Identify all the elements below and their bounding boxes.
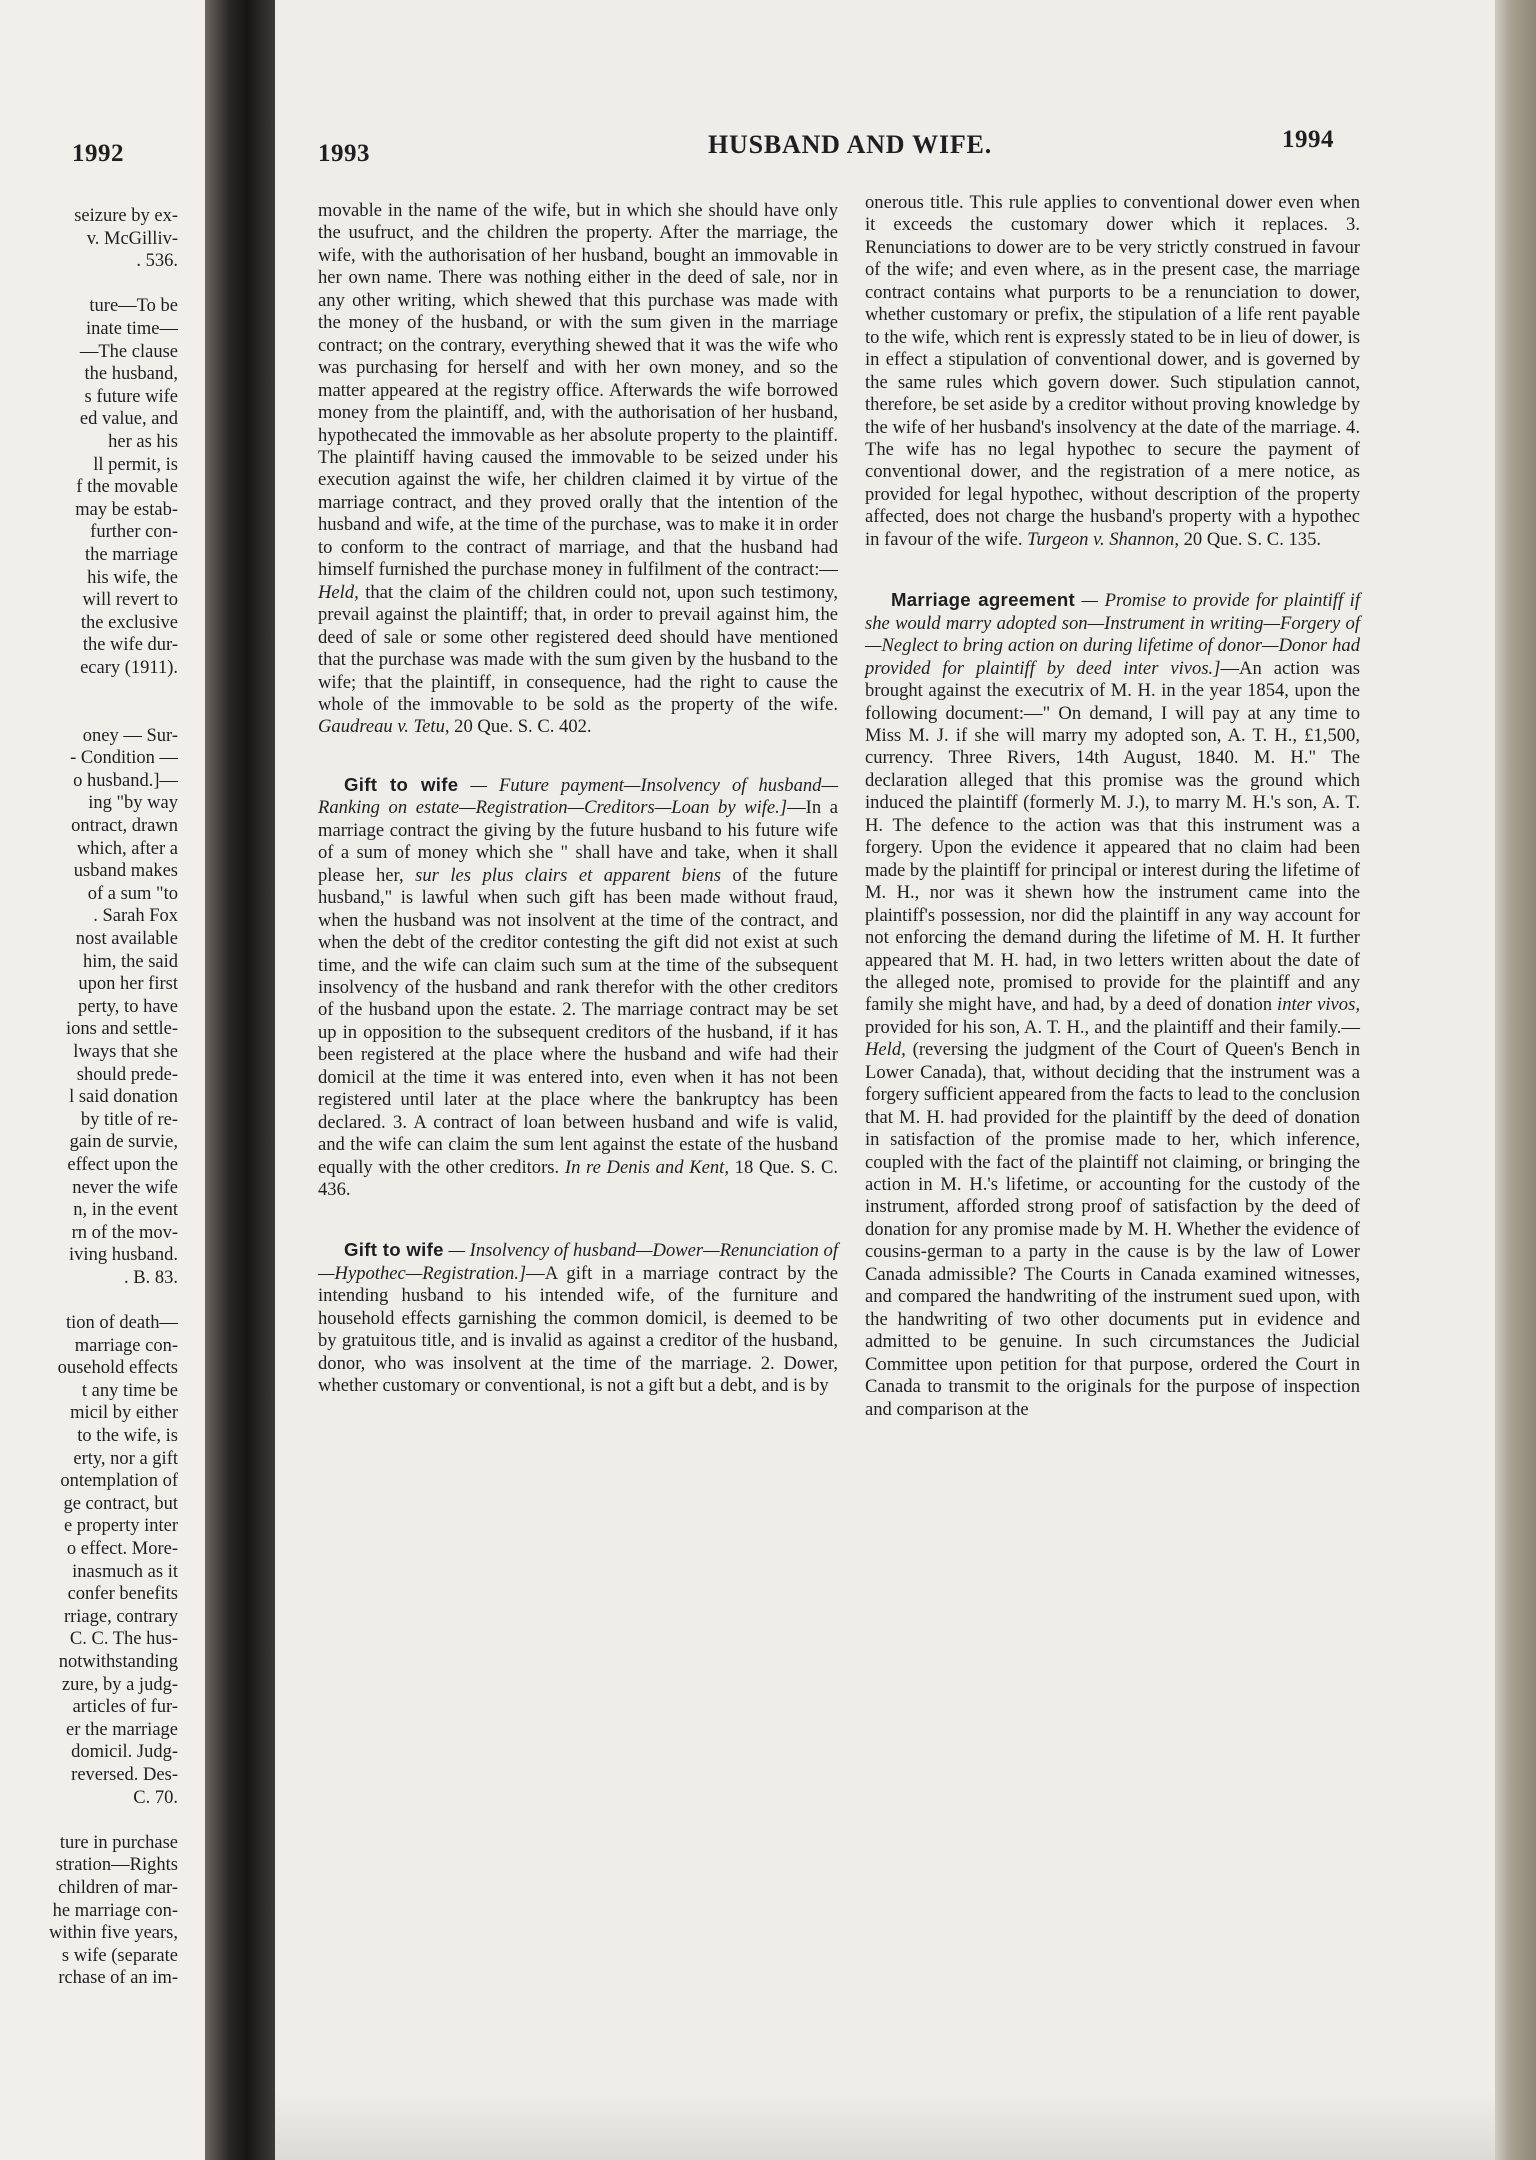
previous-page-line: iving husband. (69, 1245, 178, 1266)
entry-subheading: — Future payment—Insolvency of husband—Ranking on estate—Registration—Creditors—Loan by wife.] (318, 774, 838, 819)
case-citation: Turgeon v. Shannon, (1027, 528, 1179, 550)
previous-page-line (0, 702, 178, 725)
previous-page-line: to the wife, is (77, 1426, 178, 1447)
previous-page-line: which, after a (76, 838, 178, 859)
previous-page-line: erty, nor a gift (73, 1448, 178, 1469)
previous-page-line: by title of re- (80, 1109, 178, 1130)
previous-page-line: ontemplation of (60, 1471, 178, 1492)
entry-body: (reversing the judgment of the Court of Queen's Bench in Lower Canada), that, without deciding that the instrument was a forgery sufficient appeared from the facts to lead to the conclusion that M. H. had provided for the plaintiff by the deed of donation in satisfaction of the promise made to her, which inference, coupled with the fact of the plaintiff not claiming, or bringing the action in M. H.'s lifetime, or accounting for the custody of the instrument, afforded strong proof of satisfaction by the deed of donation for any promise made by M. H. Whether the evidence of cousins-german to a party in the cause is by the law of Lower Canada admissible? The Courts in Canada examined witnesses, and compared the handwriting of the instrument sued upon, with the handwriting of two other documents put in evidence and admitted to be genuine. In such circumstances the Judicial Committee upon petition for that purpose, ordered the Court in Canada to transmit to the originals for the purpose of inspection and comparison at the (865, 1039, 1360, 1420)
previous-page-line: ll permit, is (93, 454, 178, 475)
entry-body: —An action was brought against the executrix of M. H. in the year 1854, upon the following document:—" On demand, I will pay at any time to Miss M. J. if she will marry my adopted son, A. T. H., £1,500, currency. Three Rivers, 14th August, 1840. M. H." The declaration alleged that this promise was the ground which induced the plaintiff (formerly M. J.), to marry M. H.'s son, A. T. H. The defence to the action was that this instrument was a forgery. Upon the evidence it appeared that no claim had been made by the plaintiff for principal or interest during the lifetime of M. H., nor was it shewn how the instrument came into the plaintiff's possession, nor did the plaintiff in any way account for not enforcing the demand during the lifetime of M. H. It further appeared that M. H. had, in two letters written about the date of the alleged note, promised to provide for the plaintiff and any family she might have, and had, by a deed of donation (865, 657, 1360, 1016)
previous-page-line: micil by either (70, 1403, 178, 1424)
previous-page-line: zure, by a judg- (61, 1674, 178, 1695)
entry-subheading: — Promise to provide for plaintiff if she would marry adopted son—Instrument in writing—Forgery of —Neglect to bring action on during lifetime of donor—Donor had provided for plaintiff by deed inter vivos.] (865, 590, 1360, 679)
previous-page-line: ge contract, but (63, 1493, 178, 1514)
continuation-paragraph (318, 200, 838, 739)
previous-page-line: reversed. Des- (71, 1764, 178, 1785)
case-citation: In re Denis and Kent, (564, 1156, 729, 1178)
previous-page-line: inasmuch as it (72, 1561, 178, 1582)
previous-page-line: tion of death— (65, 1313, 178, 1334)
previous-page-line: him, the said (82, 951, 178, 972)
previous-page-line: . Sarah Fox (93, 906, 178, 927)
previous-page-line: rn of the mov- (71, 1222, 178, 1243)
previous-page-line: er the marriage (66, 1719, 178, 1740)
previous-page-line: the wife dur- (82, 635, 178, 656)
previous-page-line: notwithstanding (58, 1652, 178, 1672)
previous-page-line: his wife, the (87, 567, 178, 588)
previous-page-line: the exclusive (80, 612, 178, 633)
continuation-text: movable in the name of the wife, but in which she should have only the usufruct, and the children the property. After the marriage, the wife, with the authorisation of her husband, bought an immovable in her own name. There was nothing either in the deed of sale, nor in any other writing, which shewed that this purchase was made with the money of the husband, or with the sum given in the marriage contract; on the contrary, everything shewed that it was the wife who was purchasing for herself and with her own money, and so the matter appeared at the registry office. Afterwards the wife borrowed money from the plaintiff, and, with the authorisation of her husband, hypothecated the immovable as her absolute property to the plaintiff. The plaintiff having caused the immovable to be seized under his execution against the wife, her children claimed it by virtue of the marriage contract, and they proved orally that the intention of the husband and wife, at the time of the purchase, was to make it in order to conform to the contract of marriage, and that the husband had himself furnished the purchase money in fulfilment of the contract:— (318, 200, 838, 581)
previous-page-line: - Condition — (70, 748, 178, 769)
previous-page-line (0, 1290, 178, 1313)
previous-page-number: 1992 (72, 140, 124, 167)
entry-heading: Gift to wife (344, 773, 459, 795)
entry-gift-to-wife-future-payment (318, 774, 838, 1202)
entry-subheading: — Insolvency of husband—Dower—Renunciation of—Hypothec—Registration.] (318, 1240, 838, 1284)
previous-page-line: o effect. More- (66, 1539, 178, 1560)
previous-page-line: s future wife (84, 386, 178, 407)
previous-page (0, 0, 206, 2160)
entry-gift-to-wife-insolvency (318, 1239, 838, 1397)
held-label: Held, (865, 1039, 906, 1061)
previous-page-line: marriage con- (74, 1335, 178, 1356)
entry-marriage-agreement (865, 589, 1360, 1421)
page-number-right: 1994 (1282, 126, 1334, 153)
previous-page-line: confer benefits (67, 1584, 178, 1605)
previous-page-line: e property inter (63, 1516, 178, 1537)
previous-page-line: ousehold effects (57, 1358, 178, 1379)
held-label: Held, (318, 581, 359, 603)
case-reference: 18 Que. S. C. 436. (318, 1156, 838, 1201)
previous-page-line: ture in purchase (59, 1832, 178, 1853)
held-text: that the claim of the children could not, upon such testimony, prevail against the plaintiff; that, in order to prevail against him, the deed of sale or some other registered deed should have mentioned that the purchase was made with the sum given by the husband to the wife; that the plaintiff, in consequence, had the right to cause the whole of the immovable to be sold as the property of the wife. (318, 581, 838, 715)
previous-page-line: f the movable (76, 477, 178, 498)
previous-page-line (0, 679, 178, 702)
left-column (318, 200, 838, 1398)
previous-page-line: C. C. The hus- (69, 1629, 178, 1650)
previous-page-line: . B. 83. (124, 1267, 178, 1288)
previous-page-line: rchase of an im- (58, 1968, 178, 1989)
previous-page-line: the husband, (84, 364, 178, 385)
previous-page-line: lways that she (73, 1041, 178, 1062)
previous-page-line: the marriage (85, 544, 178, 565)
right-column (865, 192, 1360, 1421)
previous-page-line: perty, to have (78, 996, 178, 1017)
entry-heading: Gift to wife (344, 1239, 444, 1261)
previous-page-line: he marriage con- (52, 1900, 178, 1921)
previous-page-line: effect upon the (67, 1154, 178, 1175)
previous-page-line: ontract, drawn (71, 816, 178, 837)
previous-page-line: ions and settle- (65, 1019, 178, 1040)
case-reference: 20 Que. S. C. 135. (1178, 528, 1322, 550)
previous-page-line: gain de survie, (69, 1132, 178, 1153)
previous-page-line: ing "by way (88, 793, 178, 814)
previous-page-line: C. 70. (133, 1787, 178, 1808)
previous-page-line: ed value, and (79, 409, 178, 430)
previous-page-line (0, 273, 178, 296)
previous-page-line: —The clause (79, 341, 178, 362)
previous-page-line: may be estab- (75, 499, 178, 520)
previous-page-line: n, in the event (73, 1200, 178, 1221)
page-shadow (275, 2090, 1495, 2160)
previous-page-line: v. McGilliv- (86, 228, 178, 249)
previous-page-line: rriage, contrary (63, 1606, 178, 1627)
previous-page-line: t any time be (81, 1380, 178, 1401)
previous-page-line: her as his (108, 431, 178, 452)
previous-page-line: stration—Rights (55, 1855, 178, 1876)
previous-page-line: oney — Sur- (82, 725, 178, 746)
previous-page-line: l said donation (69, 1087, 178, 1108)
running-title: HUSBAND AND WIFE. (708, 130, 992, 159)
entry-body: of the future husband," is lawful when such gift has been made without fraud, when the husband was not insolvent at the time of the contract, and when the debt of the creditor contesting the gift did not exist at such time, and the wife can claim such sum at the time of the subsequent insolvency of the husband and rank therefor with the other creditors of the husband upon the estate. 2. The marriage contract may be set up in opposition to the subsequent creditors of the husband, if it has been registered at the place where the husband and wife had their domicil at the time it was entered into, even when it has not been registered until later at the place where the bankruptcy has been declared. 3. A contract of loan between husband and wife is valid, and the wife can claim the sum lent against the estate of the husband equally with the other creditors. (318, 864, 839, 1178)
entry-body: provided for his son, A. T. H., and the plaintiff and their family.— (865, 1016, 1360, 1038)
previous-page-line: should prede- (76, 1064, 178, 1085)
continuation-text: onerous title. This rule applies to conventional dower even when it exceeds the customary dower which it replaces. 3. Renunciations to dower are to be very strictly construed in favour of the wife; and even where, as in the present case, the marriage contract contains what purports to be a renunciation to dower, whether customary or prefix, the stipulation of a life rent payable to the wife, which rent is expressly stated to be in lieu of dower, is in effect a stipulation of conventional dower, and is governed by the same rules which govern dower. Such stipulation cannot, therefore, be set aside by a creditor without proving knowledge by the wife of her husband's insolvency at the date of the marriage. 4. The wife has no legal hypothec to secure the payment of conventional dower, and the registration of a mere notice, as provided for legal hypothec, without description of the property affected, does not charge the husband's property with a hypothec in favour of the wife. (865, 192, 1360, 550)
entry-body: —A gift in a marriage contract by the intending husband to his intended wife, of the furniture and household effects garnishing the common domicil, is deemed to be by gratuitous title, and is invalid as against a creditor of the husband, donor, who was insolvent at the time of the marriage. 2. Dower, whether customary or conventional, is not a gift but a debt, and is by (318, 1262, 838, 1397)
previous-page-line: ture—To be (89, 296, 178, 317)
previous-page-line: o husband.]— (73, 770, 178, 791)
previous-page-line: usband makes (73, 861, 178, 882)
previous-page-line: seizure by ex- (74, 206, 178, 226)
entry-body: —In a marriage contract the giving by the future husband to his future wife of a sum of money which she " shall have and take, when it shall please her, (318, 797, 839, 886)
previous-page-line: inate time— (86, 318, 178, 339)
book-gutter (205, 0, 275, 2160)
previous-page-line: articles of fur- (72, 1697, 178, 1718)
case-reference: 20 Que. S. C. 402. (449, 716, 592, 738)
previous-page-line: nost available (75, 929, 178, 949)
previous-page-line: . 536. (136, 251, 178, 272)
previous-page-line (0, 1809, 178, 1832)
previous-page-line: of a sum "to (87, 883, 178, 904)
previous-page-line: upon her first (78, 974, 178, 995)
entry-heading: Marriage agreement (891, 589, 1075, 611)
previous-page-line: within five years, (49, 1923, 178, 1944)
previous-page-text (0, 205, 178, 1990)
previous-page-line: ecary (1911). (80, 657, 178, 678)
previous-page-line: domicil. Judg- (71, 1742, 178, 1763)
previous-page-line: children of mar- (58, 1877, 178, 1898)
page-edge (1495, 0, 1536, 2160)
previous-page-line: further con- (90, 522, 178, 543)
continuation-paragraph (865, 192, 1360, 551)
case-citation: Gaudreau v. Tetu, (318, 716, 450, 738)
previous-page-line: will revert to (82, 590, 178, 611)
previous-page-line: never the wife (72, 1177, 178, 1198)
previous-page-line: s wife (separate (61, 1945, 178, 1966)
entry-body-italic: inter vivos, (1277, 994, 1360, 1016)
entry-body-italic: sur les plus clairs et apparent biens (415, 864, 721, 886)
page-number-left: 1993 (318, 140, 370, 167)
